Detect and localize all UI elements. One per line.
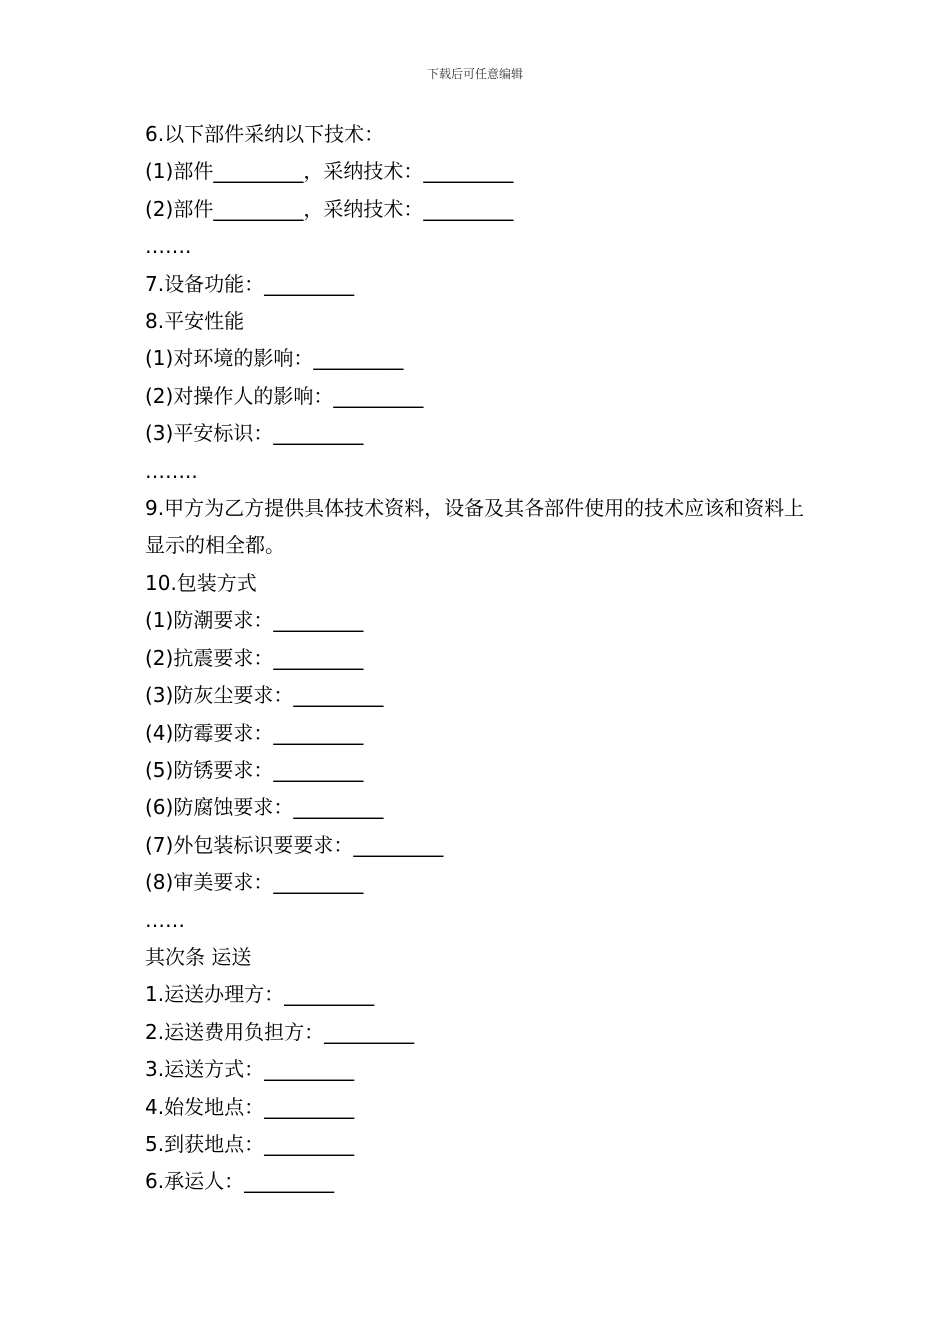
clause-6-item-2: (2)部件_________，采纳技术：_________ [145, 196, 514, 221]
clause-10-item-6: (6)防腐蚀要求：_________ [145, 795, 384, 820]
clause-10-item-1: (1)防潮要求：_________ [145, 608, 364, 633]
clause-8-title: 8.平安性能 [145, 309, 245, 334]
clause-10-title: 10.包装方式 [145, 570, 257, 595]
clause-10-item-2: (2)抗震要求：_________ [145, 645, 364, 670]
shipping-item-4: 4.始发地点：_________ [145, 1094, 355, 1119]
clause-10-item-5: (5)防锈要求：_________ [145, 757, 364, 782]
shipping-item-3: 3.运送方式：_________ [145, 1057, 355, 1082]
clause-7: 7.设备功能：_________ [145, 271, 355, 296]
page-header: 下载后可任意编辑 [426, 67, 523, 81]
shipping-item-6: 6.承运人：_________ [145, 1169, 335, 1194]
document-body [145, 116, 815, 1201]
clause-10-item-7: (7)外包装标识要要求：_________ [145, 832, 444, 857]
clause-9: 9.甲方为乙方提供具体技术资料，设备及其各部件使用的技术应该和资料上显示的相全都。 [145, 496, 805, 558]
clause-8-item-1: (1)对环境的影响：_________ [145, 346, 404, 371]
clause-6-title: 6.以下部件采纳以下技术： [145, 122, 385, 146]
shipping-item-5: 5.到获地点：_________ [145, 1131, 355, 1156]
clause-10-item-3: (3)防灰尘要求：_________ [145, 683, 384, 708]
ellipsis: …… [145, 907, 185, 932]
clause-8-item-2: (2)对操作人的影响：_________ [145, 383, 424, 408]
ellipsis: …….. [145, 458, 198, 483]
clause-8-item-3: (3)平安标识：_________ [145, 421, 364, 446]
shipping-item-1: 1.运送办理方：_________ [145, 982, 375, 1007]
shipping-item-2: 2.运送费用负担方：_________ [145, 1019, 415, 1044]
clause-10-item-4: (4)防霉要求：_________ [145, 720, 364, 745]
section-2-heading: 其次条 运送 [145, 944, 252, 969]
clause-10-item-8: (8)审美要求：_________ [145, 870, 364, 895]
clause-6-item-1: (1)部件_________，采纳技术：_________ [145, 159, 514, 184]
ellipsis: ……. [145, 234, 192, 259]
